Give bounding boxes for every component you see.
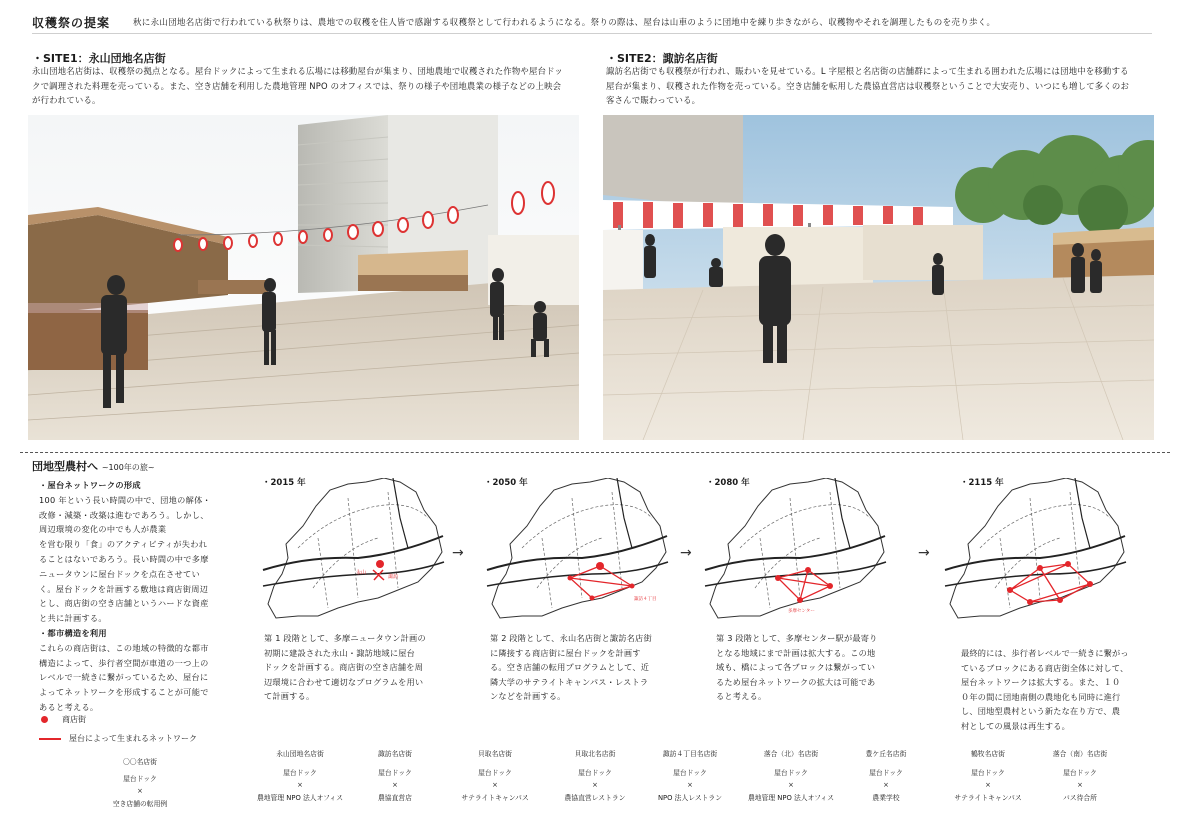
left-line: を営む限り「食」のアクティビティが失われ [39,539,208,550]
combo-bottom: 農協直営店 [378,793,412,802]
left-line: 改修・減築・改築は進むであろう。しかし、 [39,509,209,520]
stage-line: 第 3 段階として、多摩センター駅が最寄り [716,633,878,643]
combo-mid: 屋台ドック [123,774,157,783]
combo-mid: 屋台ドック [774,768,808,777]
stage-line: 村としての風景は再生する。 [961,720,1071,731]
stage-line: 域も、橋によって各ブロックは繋がってい [716,662,876,672]
legend-shop-label: 商店街 [62,715,86,724]
combo-name: 諏訪４丁目名店街 [662,750,718,758]
combo-x: × [392,781,398,789]
stage-line: し、団地型農村という新たな在り方で、農 [961,706,1121,716]
site2-title: ・SITE2：諏訪名店街 [606,52,718,65]
stage-text-2115 [961,646,1161,733]
combo-bottom: NPO 法人レストラン [657,793,723,802]
site2-line: 客さんで賑わっている。 [606,95,701,105]
stage-line: 辺環境に合わせて適切なプログラムを用い [264,676,424,687]
map-label-nagayama: 永山 [356,570,367,576]
stage-line: るため屋台ネットワークの拡大は可能であ [716,676,876,687]
map-2015 [258,478,448,623]
combo-bottom: サテライトキャンパス [461,793,529,802]
page-header [32,12,1152,36]
left-heading: ・都市構造を利用 [39,627,107,638]
combo-x: × [687,781,693,789]
combo-card [938,748,1038,804]
combo-bottom: 農協直営レストラン [564,793,626,802]
arrow-right-icon: → [918,545,930,561]
combo-x: × [592,781,598,789]
stage-text-2015 [264,631,454,704]
stage-line: 最終的には、歩行者レベルで一続きに繋がっ [961,648,1129,658]
intro-text: 秋に永山団地名店街で行われている秋祭りは、農地での収穫を住人皆で感謝する収穫祭として行われるようになる。祭りの際は、屋台は山車のように団地中を練り歩きながら、収穫物やそれを調理したものを売り歩く。 [133,18,996,28]
arrow-right-icon: → [680,545,692,561]
network-line-icon [39,738,61,740]
combo-card [736,748,846,804]
combo-mid: 屋台ドック [578,768,612,777]
legend-shop [39,714,86,725]
map-2115 [940,478,1130,623]
stage-line: ンなどを計画する。 [490,691,566,701]
stage-line: ると考える。 [716,691,767,701]
left-line: ることはないであろう。長い時間の中で多摩 [39,553,209,564]
section-title-main: 団地型農村へ [32,460,98,473]
stage-line: ０年の間に団地南側の農地化も同時に進行 [961,691,1121,702]
left-line: とし、商店街の空き店舗というハードな資産 [39,598,209,609]
combo-x: × [137,787,143,795]
stage-label-2015: ・2015 年 [262,478,306,488]
left-heading: ・屋台ネットワークの形成 [39,480,141,490]
left-line: 構造によって、歩行者空間が車道の一つ上の [39,657,209,668]
stage-line: 隣大学のサテライトキャンパス・レストラ [490,676,649,687]
stage-line: に隣接する商店街に屋台ドックを計画す [490,647,641,658]
combo-bottom: バス待合所 [1063,793,1097,802]
site1-line: 永山団地名店街は、収穫祭の拠点となる。屋台ドックによって生まれる広場には移動屋台が集まり、団地農地で収穫された作物や屋台ドッ [32,66,563,76]
combo-bottom: 農地管理 NPO 法人オフィス [747,793,835,802]
combo-bottom: 空き店舗の転用例 [112,799,168,808]
map-label-tama: 多摩センター [788,609,815,614]
combo-name: 貝取北名店街 [574,750,616,758]
combo-card [345,748,445,804]
combo-bottom: 農地管理 NPO 法人オフィス [256,793,344,802]
site2-line: 諏訪名店街でも収穫祭が行われ、賑わいを見せている。L 字屋根と名店街の店舗群によって生まれる囲われた広場には団地中を移動する [606,66,1129,76]
map-2050 [482,478,672,623]
section-subtitle: ~100年の旅~ [101,463,155,472]
stage-line: 屋台ネットワークは拡大する。また、１０ [961,677,1121,687]
left-line: と共に計画する。 [39,613,107,624]
map-label-suwa4: 諏訪４丁目 [634,597,657,602]
section-title [32,458,155,474]
combo-x: × [788,781,794,789]
combo-name: 永山団地名店街 [276,750,324,758]
stage-label-2050: ・2050 年 [484,478,528,488]
site2-line: 屋台が集まり、収穫された作物を売っている。空き店舗を転用した農協直営店は収穫祭ということで大安売り、いつにも増して多くのお [606,80,1130,91]
combo-name: 豊ケ丘名店街 [865,750,907,758]
site1-title: ・SITE1：永山団地名店街 [32,52,166,65]
stage-text-2050 [490,631,680,704]
combo-bottom: サテライトキャンパス [954,793,1022,802]
combo-x: × [883,781,889,789]
combo-card [250,748,350,804]
arrow-right-icon: → [452,545,464,561]
combo-x: × [1077,781,1083,789]
combo-name: 鶴牧名店街 [971,750,1005,758]
stage-text-2080 [716,631,906,704]
combo-mid: 屋台ドック [478,768,512,777]
combo-mid: 屋台ドック [283,768,317,777]
combo-x: × [985,781,991,789]
stage-line: となる地域にまで計画は拡大する。この地 [716,647,876,658]
combo-mid: 屋台ドック [673,768,707,777]
combo-card [1030,748,1130,804]
left-line: よってネットワークを形成することが可能で [39,687,209,698]
combo-mid: 屋台ドック [1063,768,1097,777]
combo-x: × [297,781,303,789]
site2-text [606,64,1162,108]
combo-name: 〇〇名店街 [123,758,157,766]
combo-name: 落合（南）名店街 [1052,750,1108,758]
left-line: あると考える。 [39,701,99,712]
stage-line: 初期に建設された永山・諏訪地域に屋台 [264,647,415,658]
map-2080 [700,478,890,623]
site1-line: が行われている。 [32,95,101,105]
stage-line: 第 1 段階として、多摩ニュータウン計画の [264,633,426,643]
combo-card [545,748,645,804]
combo-card [836,748,936,804]
combo-bottom: 農業学校 [872,793,900,802]
left-line: 100 年という長い時間の中で、団地の解体・ [39,494,212,505]
network-description [39,478,239,715]
left-line: 周辺環境の変化の中でも人が農業 [39,524,167,535]
combo-name: 落合（北）名店街 [763,750,819,758]
stage-label-2080: ・2080 年 [706,478,750,488]
legend-network [39,733,197,744]
header-rule [32,33,1152,34]
left-line: これらの商店街は、この地域の特徴的な都市 [39,642,209,653]
stage-line: る。空き店舗の転用プログラムとして、近 [490,662,650,672]
left-line: く。屋台ドックを計画する敷地は商店街周辺 [39,583,209,594]
page-title: 収穫祭の提案 [32,16,111,30]
stage-line: ドックを計画する。商店街の空き店舗を周 [264,662,424,672]
combo-mid: 屋台ドック [378,768,412,777]
shop-dot-icon [41,716,48,723]
legend-combo [90,756,190,810]
combo-card [640,748,740,804]
combo-name: 諏訪名店街 [378,750,412,758]
site1-text [32,64,588,108]
stage-line: て計画する。 [264,691,315,701]
site1-rendering [28,115,579,440]
stage-line: ているブロックにある商店街全体に対して、 [961,662,1129,673]
left-line: ニュータウンに屋台ドックを点在させてい [39,568,200,579]
combo-mid: 屋台ドック [971,768,1005,777]
site1-line: クで調理された料理を売っている。また、空き店舗を利用した農地管理 NPO のオフィスでは、祭りの様子や団地農業の様子などの上映会 [32,80,562,91]
stage-label-2115: ・2115 年 [960,478,1004,488]
stage-line: 第 2 段階として、永山名店街と諏訪名店街 [490,633,652,643]
combo-name: 貝取名店街 [478,750,512,758]
combo-mid: 屋台ドック [869,768,903,777]
map-label-suwa: 諏訪 [388,574,399,580]
site2-rendering [603,115,1154,440]
section-divider [20,452,1170,453]
combo-card [445,748,545,804]
combo-x: × [492,781,498,789]
legend-network-label: 屋台によって生まれるネットワーク [69,734,197,743]
left-line: レベルで一続きに繋がっているため、屋台に [39,672,209,683]
